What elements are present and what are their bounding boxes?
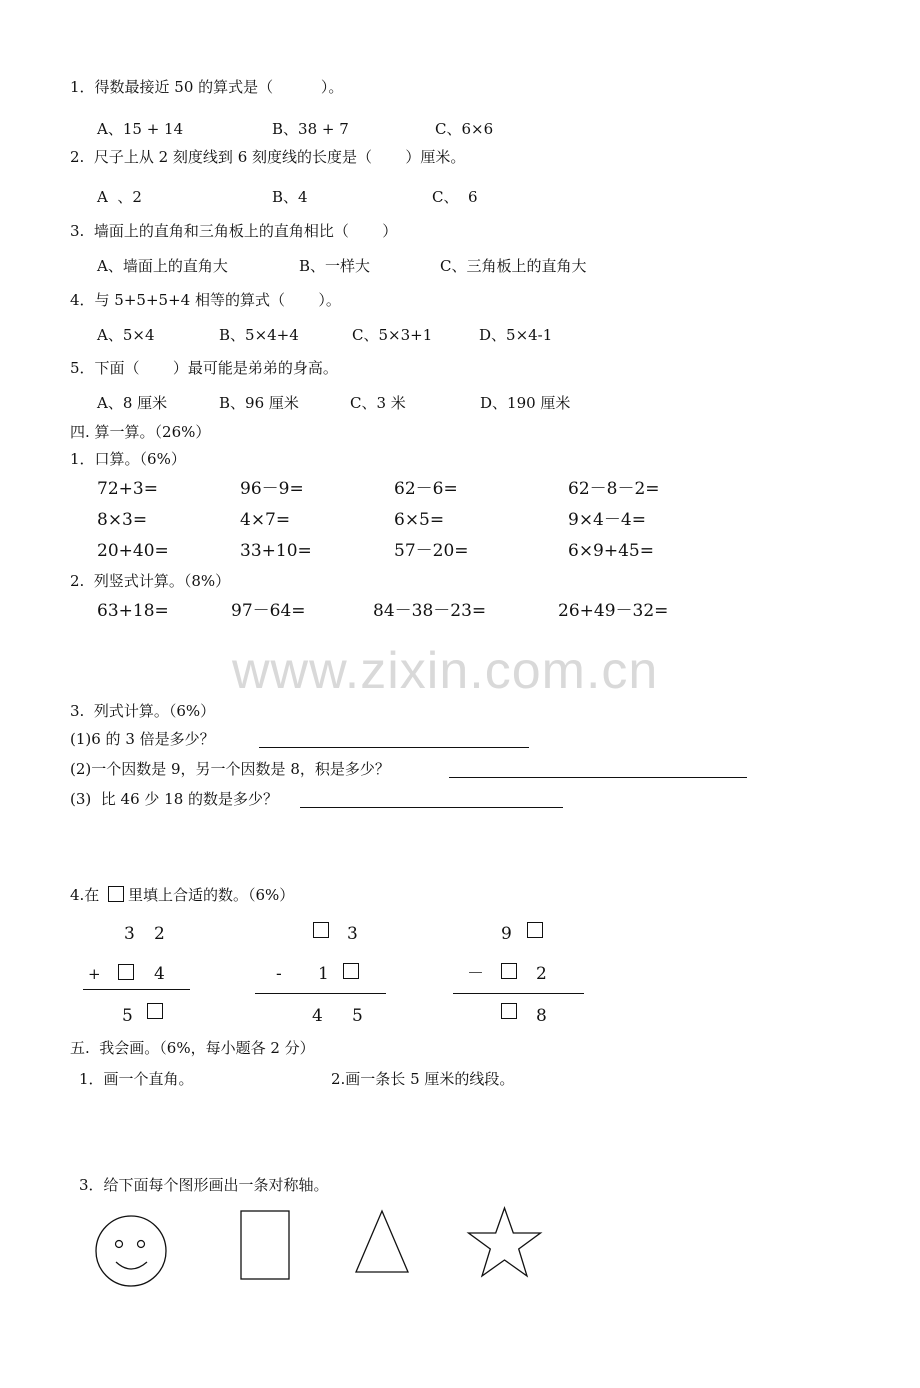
section4-title: 四. 算一算。（26%） [70,423,211,441]
q4-option-c: C、5×3+1 [352,326,433,344]
operator: － [467,964,484,984]
formula-calc-title: 3. 列式计算。（6%） [70,702,216,720]
oral-calc-item: 72+3= [97,479,158,499]
fill-box[interactable] [527,922,543,938]
sum-line [83,989,190,990]
q5-option-a: A、8 厘米 [97,394,168,412]
q4-option-b: B、5×4+4 [219,326,299,344]
q5-option-b: B、96 厘米 [219,394,299,412]
fill-box[interactable] [313,922,329,938]
oral-calc-item: 33+10= [240,541,312,561]
digit: 2 [536,964,547,984]
star-icon[interactable] [466,1206,544,1278]
q1-option-c: C、6×6 [435,120,494,138]
operator: - [276,964,282,984]
difference-line [453,993,584,994]
digit: 5 [122,1006,133,1026]
q5-option-c: C、3 米 [350,394,406,412]
oral-calc-item: 62－6= [394,479,458,499]
fill-box[interactable] [501,963,517,979]
oral-calc-item: 96－9= [240,479,304,499]
difference-line [255,993,386,994]
digit: 3 [124,924,135,944]
fill-box[interactable] [343,963,359,979]
fill-box-title-prefix: 4.在 [70,886,100,904]
vertical-calc-item: 84－38－23= [373,601,487,621]
vertical-calc-item: 26+49－32= [558,601,669,621]
answer-line[interactable] [300,807,563,808]
q2-option-b: B、4 [272,188,308,206]
triangle-icon[interactable] [354,1209,410,1275]
q3-option-b: B、一样大 [299,257,371,275]
oral-calc-item: 62－8－2= [568,479,660,499]
q4-option-a: A、5×4 [97,326,155,344]
q3-stem: 3. 墙面上的直角和三角板上的直角相比（ ） [70,222,398,240]
draw-q2: 2.画一条长 5 厘米的线段。 [331,1070,515,1088]
digit: 1 [318,964,329,984]
fill-box[interactable] [118,964,134,980]
q3-option-c: C、三角板上的直角大 [440,257,587,275]
q2-option-c: C、 6 [432,188,478,206]
q2-stem: 2. 尺子上从 2 刻度线到 6 刻度线的长度是（ ）厘米。 [70,148,466,166]
digit: 2 [154,924,165,944]
digit: 5 [352,1006,363,1026]
vertical-calc-item: 63+18= [97,601,169,621]
oral-calc-item: 6×9+45= [568,541,654,561]
q1-option-a: A、15 + 14 [97,120,184,138]
digit: 8 [536,1006,547,1026]
formula-calc-q1: (1)6 的 3 倍是多少？ [70,730,215,748]
q4-stem: 4．与 5+5+5+4 相等的算式（ ）。 [70,291,341,309]
digit: 3 [347,924,358,944]
q1-stem: 1．得数最接近 50 的算式是（ ）。 [70,78,344,96]
answer-line[interactable] [449,777,747,778]
oral-calc-item: 8×3= [97,510,148,530]
square-icon [108,886,124,902]
q2-option-a: A 、2 [97,188,142,206]
fill-box-title-suffix: 里填上合适的数。（6%） [128,886,295,904]
oral-calc-item: 6×5= [394,510,445,530]
formula-calc-q3: (3) 比 46 少 18 的数是多少？ [70,790,279,808]
q1-option-b: B、38 + 7 [272,120,349,138]
vertical-calc-item: 97－64= [231,601,306,621]
oral-calc-title: 1．口算。（6%） [70,450,186,468]
digit: 9 [501,924,512,944]
watermark: www.zixin.com.cn [232,642,659,700]
draw-q3: 3．给下面每个图形画出一条对称轴。 [79,1176,329,1194]
q5-stem: 5．下面（ ）最可能是弟弟的身高。 [70,359,338,377]
section5-title: 五. 我会画。（6%，每小题各 2 分） [70,1039,315,1057]
vertical-calc-title: 2. 列竖式计算。（8%） [70,572,231,590]
q5-option-d: D、190 厘米 [480,394,571,412]
q3-option-a: A、墙面上的直角大 [97,257,228,275]
q4-option-d: D、5×4-1 [479,326,553,344]
draw-q1: 1．画一个直角。 [79,1070,194,1088]
oral-calc-item: 9×4－4= [568,510,646,530]
oral-calc-item: 57－20= [394,541,469,561]
smiley-face-icon[interactable] [94,1214,168,1288]
oral-calc-item: 4×7= [240,510,291,530]
answer-line[interactable] [259,747,529,748]
digit: 4 [154,964,165,984]
digit: 4 [312,1006,323,1026]
operator: + [88,965,101,983]
oral-calc-item: 20+40= [97,541,169,561]
fill-box[interactable] [147,1003,163,1019]
formula-calc-q2: (2)一个因数是 9，另一个因数是 8，积是多少？ [70,760,390,778]
fill-box[interactable] [501,1003,517,1019]
rectangle-icon[interactable] [240,1210,292,1282]
